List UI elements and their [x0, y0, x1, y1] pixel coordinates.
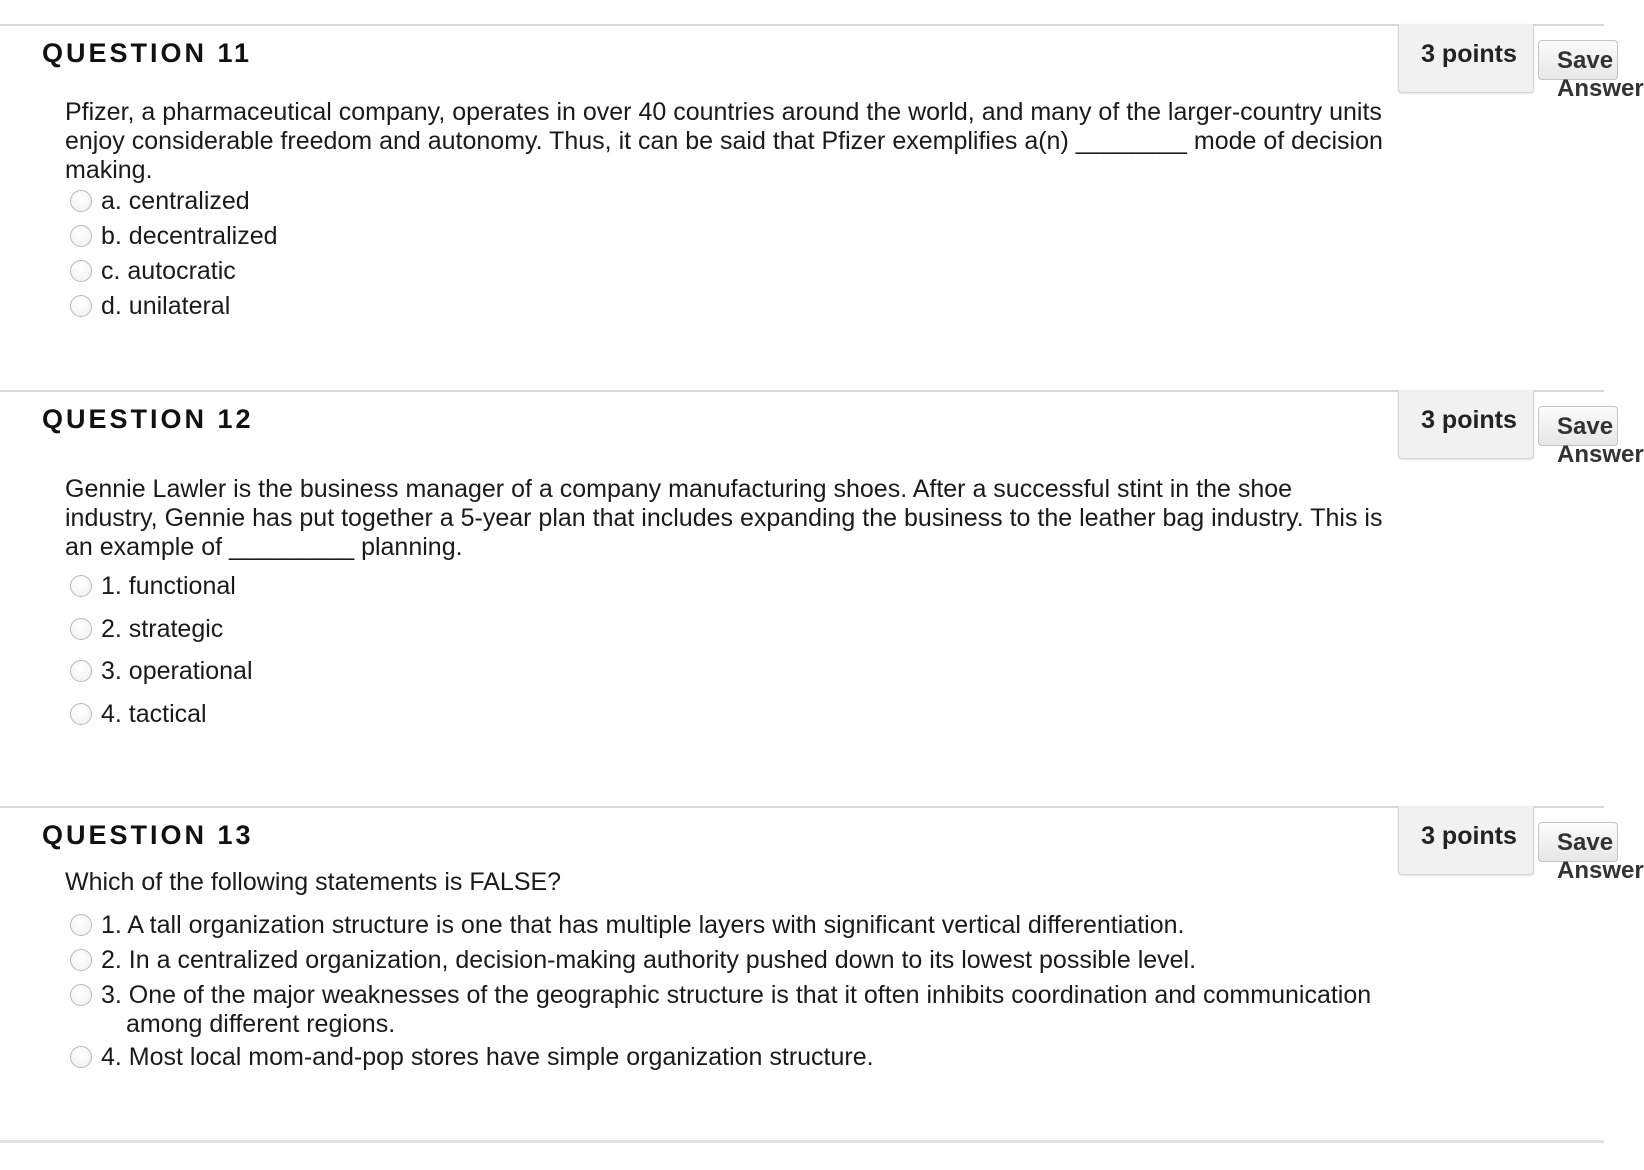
option-text: In a centralized organization, decision-making authority pushed down to its lowest possible level. — [128, 946, 1197, 974]
question-title: QUESTION 12 — [42, 404, 254, 434]
option-text: unilateral — [128, 292, 231, 320]
option-letter: d. — [101, 292, 129, 320]
radio-button[interactable] — [70, 575, 92, 597]
radio-button[interactable] — [70, 190, 92, 212]
radio-button[interactable] — [70, 618, 92, 640]
answer-options — [68, 187, 1398, 327]
radio-button[interactable] — [70, 914, 92, 936]
radio-button[interactable] — [70, 660, 92, 682]
option-number: 2. — [101, 614, 129, 643]
radio-button[interactable] — [70, 984, 92, 1006]
save-answer-label: Save Answer — [1557, 413, 1644, 468]
option-text: functional — [128, 572, 236, 600]
question-text: Which of the following statements is FALSE? — [65, 868, 562, 896]
option-number: 2. — [101, 946, 129, 974]
question-title: QUESTION 11 — [42, 38, 253, 68]
answer-option-2[interactable] — [68, 615, 1398, 658]
option-text: strategic — [128, 614, 224, 643]
answer-option-2[interactable] — [68, 946, 1398, 975]
option-number: 4. — [101, 1043, 129, 1071]
answer-option-1[interactable] — [68, 572, 1398, 615]
option-text: One of the major weaknesses of the geographic structure is that it often inhibits coordination and communication among different regions. — [126, 981, 1372, 1038]
radio-button[interactable] — [70, 703, 92, 725]
option-number: 1. — [101, 911, 128, 939]
answer-option-4[interactable] — [68, 700, 1398, 743]
save-answer-button[interactable] — [1538, 822, 1644, 884]
answer-option-3[interactable] — [68, 657, 1398, 700]
answer-option-3[interactable] — [68, 981, 1398, 1039]
option-text: autocratic — [127, 257, 236, 285]
save-answer-button[interactable] — [1538, 406, 1644, 468]
option-text: operational — [128, 657, 253, 685]
option-number: 4. — [101, 699, 129, 728]
option-text: Most local mom-and-pop stores have simple organization structure. — [128, 1043, 874, 1071]
answer-option-c[interactable] — [68, 257, 1398, 292]
save-answer-label: Save Answer — [1557, 829, 1644, 884]
option-letter: b. — [101, 222, 129, 250]
save-answer-button[interactable] — [1538, 40, 1644, 102]
option-number: 3. — [101, 657, 129, 685]
points-label: 3 points — [1421, 406, 1517, 434]
option-text: A tall organization structure is one that has multiple layers with significant vertical differentiation. — [127, 911, 1185, 939]
question-13 — [0, 806, 1644, 1142]
points-box — [1398, 806, 1534, 875]
save-answer-label: Save Answer — [1557, 47, 1644, 102]
question-title: QUESTION 13 — [42, 820, 254, 850]
question-text: Gennie Lawler is the business manager of a company manufacturing shoes. After a successful stint in the shoe industry, Gennie has put together a 5-year plan that includes expanding the business to the leather bag industry. This is an example of _________ planning. — [65, 475, 1383, 561]
answer-option-a[interactable] — [68, 187, 1398, 222]
points-label: 3 points — [1421, 822, 1517, 850]
bottom-divider — [0, 1140, 1604, 1143]
answer-option-d[interactable] — [68, 292, 1398, 327]
radio-button[interactable] — [70, 949, 92, 971]
answer-options — [68, 572, 1398, 742]
question-text: Pfizer, a pharmaceutical company, operates in over 40 countries around the world, and many of the larger-country units enjoy considerable freedom and autonomy. Thus, it can be said that Pfizer exemplifies a(n) ________ mode of decision making. — [65, 98, 1383, 184]
radio-button[interactable] — [70, 1046, 92, 1068]
option-letter: a. — [101, 187, 129, 215]
option-text: tactical — [128, 699, 207, 728]
question-11 — [0, 24, 1644, 392]
option-text: centralized — [128, 187, 250, 215]
option-number: 1. — [101, 572, 129, 600]
option-text: decentralized — [128, 222, 278, 250]
answer-option-1[interactable] — [68, 911, 1398, 940]
option-number: 3. — [101, 981, 129, 1009]
question-12 — [0, 390, 1644, 808]
answer-option-4[interactable] — [68, 1043, 1398, 1072]
radio-button[interactable] — [70, 295, 92, 317]
points-box — [1398, 390, 1534, 459]
points-box — [1398, 24, 1534, 93]
option-letter: c. — [101, 257, 128, 285]
points-label: 3 points — [1421, 40, 1517, 68]
radio-button[interactable] — [70, 225, 92, 247]
radio-button[interactable] — [70, 260, 92, 282]
answer-option-b[interactable] — [68, 222, 1398, 257]
answer-options — [68, 911, 1398, 1072]
